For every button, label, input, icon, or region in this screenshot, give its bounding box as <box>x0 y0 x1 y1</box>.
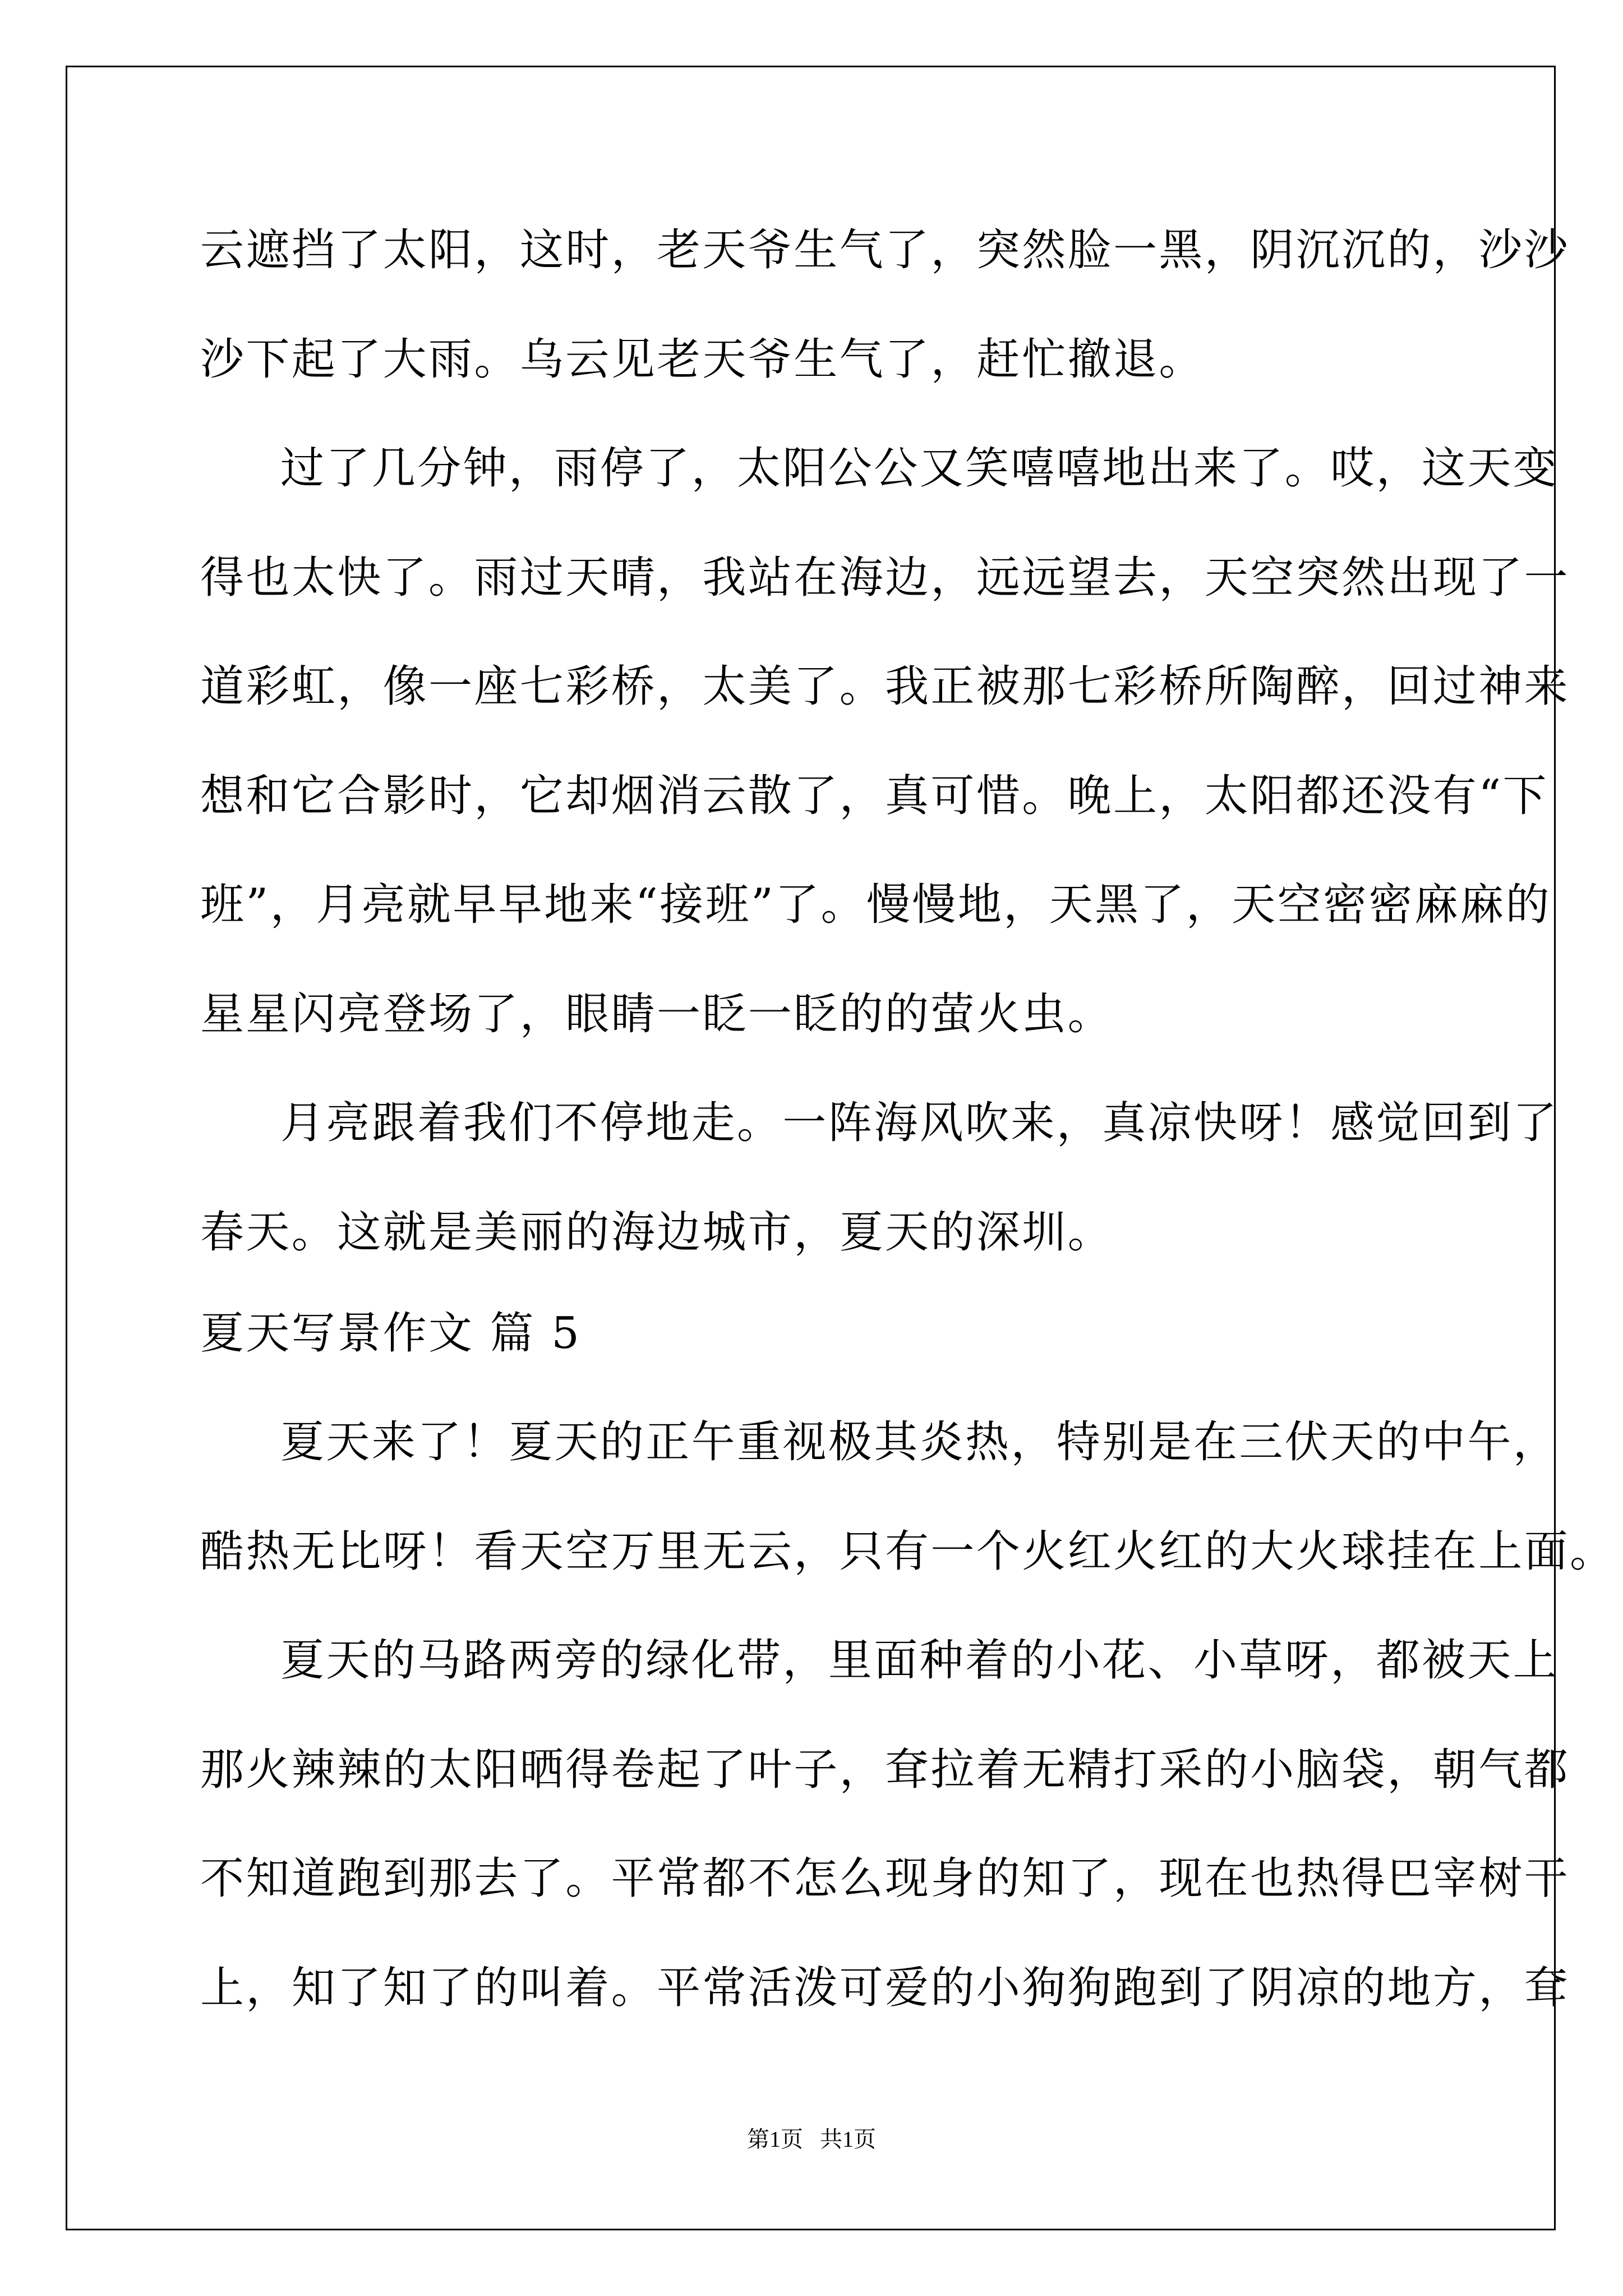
page-footer: 第1页 共1页 <box>747 2127 876 2152</box>
paragraph-line: 那火辣辣的太阳晒得卷起了叶子，耷拉着无精打采的小脑袋，朝气都 <box>200 1745 1570 1795</box>
paragraph-line: 酷热无比呀！看天空万里无云，只有一个火红火红的大火球挂在上面。 <box>200 1526 1616 1577</box>
section-heading: 夏天写景作文 篇 5 <box>200 1308 582 1359</box>
paragraph-line: 夏天来了！夏天的正午重视极其炎热，特别是在三伏天的中午， <box>280 1417 1559 1467</box>
paragraph-line: 上，知了知了的叫着。平常活泼可爱的小狗狗跑到了阴凉的地方，耷 <box>200 1963 1570 2013</box>
paragraph-line: 班”，月亮就早早地来“接班”了。慢慢地，天黑了，天空密密麻麻的 <box>200 880 1552 930</box>
paragraph-line: 云遮挡了太阳，这时，老天爷生气了，突然脸一黑，阴沉沉的，沙沙 <box>200 225 1570 275</box>
paragraph-line: 春天。这就是美丽的海边城市，夏天的深圳。 <box>200 1207 1114 1258</box>
paragraph-line: 沙下起了大雨。乌云见老天爷生气了，赶忙撤退。 <box>200 334 1205 385</box>
paragraph-line: 星星闪亮登场了，眼睛一眨一眨的的萤火虫。 <box>200 989 1114 1039</box>
paragraph-line: 想和它合影时，它却烟消云散了，真可惜。晚上，太阳都还没有“下 <box>200 771 1548 821</box>
paragraph-line: 道彩虹，像一座七彩桥，太美了。我正被那七彩桥所陶醉，回过神来 <box>200 661 1570 712</box>
paragraph-line: 月亮跟着我们不停地走。一阵海风吹来，真凉快呀！感觉回到了 <box>280 1098 1559 1148</box>
paragraph-line: 不知道跑到那去了。平常都不怎么现身的知了，现在也热得巴宰树干 <box>200 1853 1570 1904</box>
paragraph-line: 过了几分钟，雨停了，太阳公公又笑嘻嘻地出来了。哎，这天变 <box>280 443 1559 494</box>
paragraph-line: 夏天的马路两旁的绿化带，里面种着的小花、小草呀，都被天上 <box>280 1635 1559 1686</box>
paragraph-line: 得也太快了。雨过天晴，我站在海边，远远望去，天空突然出现了一 <box>200 553 1570 603</box>
